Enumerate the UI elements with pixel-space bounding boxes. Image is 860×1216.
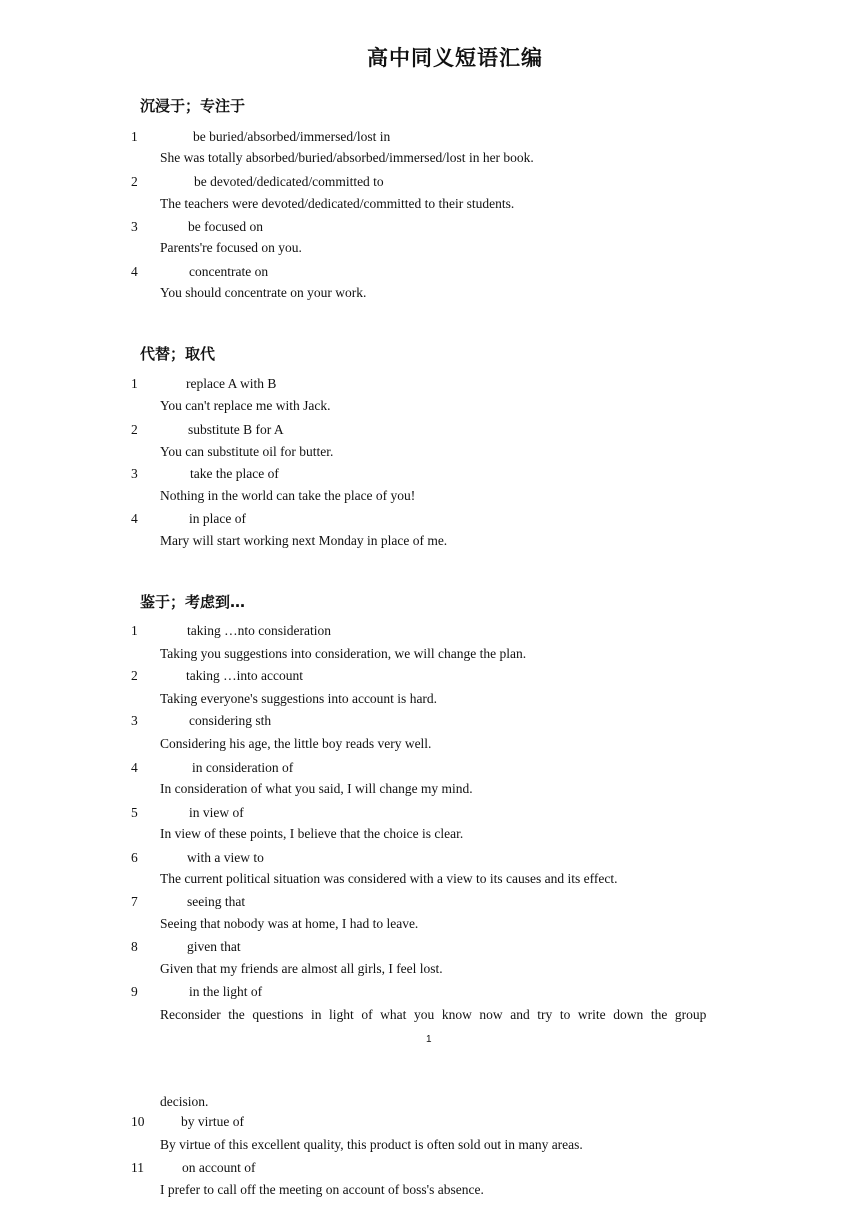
phrase: in consideration of bbox=[192, 760, 294, 775]
phrase: considering sth bbox=[189, 713, 272, 728]
phrase: with a view to bbox=[187, 850, 264, 865]
item-number: 4 bbox=[131, 264, 138, 279]
phrase: replace A with B bbox=[186, 376, 277, 391]
example-sentence: In view of these points, I believe that the choice is clear. bbox=[160, 826, 464, 841]
example-sentence: Mary will start working next Monday in place of me. bbox=[160, 533, 448, 548]
document-title: 高中同义短语汇编 bbox=[367, 46, 543, 70]
example-sentence: Parents're focused on you. bbox=[160, 240, 302, 255]
phrase: in the light of bbox=[189, 984, 263, 999]
phrase: seeing that bbox=[187, 894, 246, 909]
item-number: 10 bbox=[131, 1114, 145, 1129]
item-number: 1 bbox=[131, 623, 138, 638]
example-sentence: Taking everyone's suggestions into account is hard. bbox=[160, 691, 438, 706]
item-number: 4 bbox=[131, 760, 138, 775]
item-number: 1 bbox=[131, 129, 138, 144]
item-number: 9 bbox=[131, 984, 138, 999]
item-number: 8 bbox=[131, 939, 138, 954]
page-number: 1 bbox=[426, 1034, 432, 1045]
phrase: be devoted/dedicated/committed to bbox=[194, 174, 384, 189]
example-sentence: You can substitute oil for butter. bbox=[160, 444, 334, 459]
phrase: be focused on bbox=[188, 219, 263, 234]
section-heading: 代替；取代 bbox=[140, 345, 216, 363]
phrase: given that bbox=[187, 939, 241, 954]
phrase: be buried/absorbed/immersed/lost in bbox=[193, 129, 391, 144]
item-number: 1 bbox=[131, 376, 138, 391]
phrase: substitute B for A bbox=[188, 422, 284, 437]
example-sentence: Nothing in the world can take the place of you! bbox=[160, 488, 416, 503]
phrase: take the place of bbox=[190, 466, 279, 481]
section-heading: 沉浸于；专注于 bbox=[140, 97, 246, 115]
example-sentence: Considering his age, the little boy reads very well. bbox=[160, 736, 432, 751]
item-number: 4 bbox=[131, 511, 138, 526]
item-number: 3 bbox=[131, 713, 138, 728]
phrase: on account of bbox=[182, 1160, 256, 1175]
phrase: taking …nto consideration bbox=[187, 623, 331, 638]
item-number: 7 bbox=[131, 894, 138, 909]
example-sentence: You can't replace me with Jack. bbox=[160, 398, 331, 413]
phrase: concentrate on bbox=[189, 264, 269, 279]
example-sentence: The current political situation was considered with a view to its causes and its effect. bbox=[160, 871, 618, 886]
item-number: 2 bbox=[131, 668, 138, 683]
example-sentence: You should concentrate on your work. bbox=[160, 285, 367, 300]
example-sentence: She was totally absorbed/buried/absorbed/immersed/lost in her book. bbox=[160, 150, 534, 165]
example-sentence: Taking you suggestions into consideration, we will change the plan. bbox=[160, 646, 527, 661]
example-sentence: In consideration of what you said, I will change my mind. bbox=[160, 781, 473, 796]
item-number: 6 bbox=[131, 850, 138, 865]
example-sentence: I prefer to call off the meeting on account of boss's absence. bbox=[160, 1182, 484, 1197]
item-number: 5 bbox=[131, 805, 138, 820]
item-number: 11 bbox=[131, 1160, 144, 1175]
phrase: by virtue of bbox=[181, 1114, 244, 1129]
example-sentence: By virtue of this excellent quality, this product is often sold out in many areas. bbox=[160, 1137, 583, 1152]
item-number: 2 bbox=[131, 174, 138, 189]
phrase: taking …into account bbox=[186, 668, 303, 683]
example-sentence: Given that my friends are almost all girls, I feel lost. bbox=[160, 961, 443, 976]
phrase: in place of bbox=[189, 511, 246, 526]
example-sentence: Seeing that nobody was at home, I had to leave. bbox=[160, 916, 419, 931]
example-sentence: The teachers were devoted/dedicated/committed to their students. bbox=[160, 196, 515, 211]
example-sentence: Reconsider the questions in light of what you know now and try to write down the group bbox=[160, 1007, 707, 1022]
item-number: 3 bbox=[131, 466, 138, 481]
section-heading: 鉴于；考虑到… bbox=[140, 593, 246, 611]
item-number: 3 bbox=[131, 219, 138, 234]
item-number: 2 bbox=[131, 422, 138, 437]
phrase: in view of bbox=[189, 805, 244, 820]
example-sentence-continuation: decision. bbox=[160, 1094, 209, 1109]
